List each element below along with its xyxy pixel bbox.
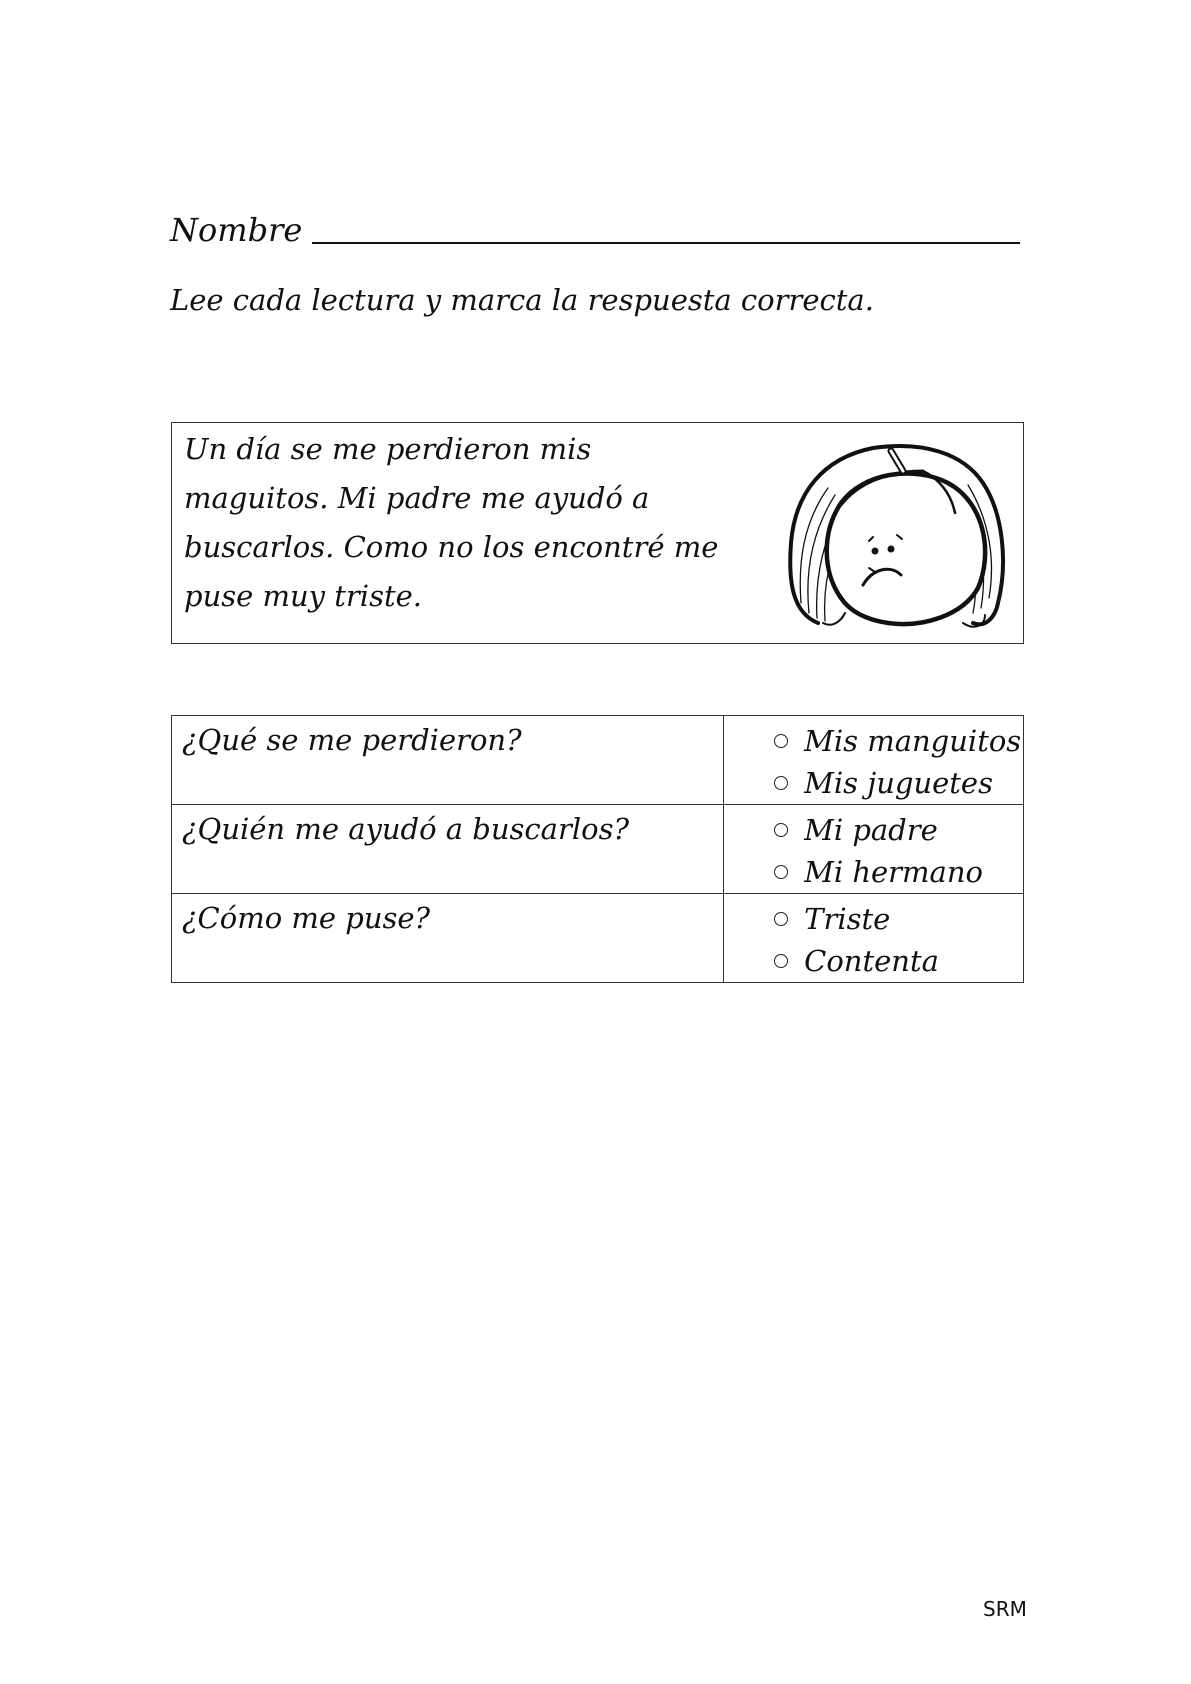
reading-line: puse muy triste. — [184, 579, 422, 613]
options-cell — [724, 716, 1024, 805]
option-label: Mis juguetes — [804, 766, 993, 800]
radio-circle-icon[interactable] — [774, 954, 788, 968]
answer-option[interactable] — [774, 940, 1023, 982]
name-blank-line[interactable] — [312, 241, 1020, 244]
radio-circle-icon[interactable] — [774, 865, 788, 879]
reading-box — [171, 422, 1024, 644]
question-row — [172, 894, 1024, 983]
instruction-text: Lee cada lectura y marca la respuesta correcta. — [170, 283, 874, 317]
answer-option[interactable] — [774, 809, 1023, 851]
answer-option[interactable] — [774, 720, 1023, 762]
radio-circle-icon[interactable] — [774, 912, 788, 926]
sad-girl-face-icon — [723, 423, 1023, 643]
reading-line: Un día se me perdieron mis — [184, 432, 592, 466]
option-label: Triste — [804, 902, 891, 936]
option-label: Mi hermano — [804, 855, 983, 889]
radio-circle-icon[interactable] — [774, 776, 788, 790]
name-label: Nombre — [170, 211, 303, 249]
answer-option[interactable] — [774, 898, 1023, 940]
option-label: Mis manguitos — [804, 724, 1022, 758]
answer-option[interactable] — [774, 762, 1023, 804]
name-field — [170, 208, 1020, 248]
question-text: ¿Cómo me puse? — [172, 894, 724, 983]
footer-mark: SRM — [983, 1597, 1027, 1621]
question-row — [172, 805, 1024, 894]
question-text: ¿Qué se me perdieron? — [172, 716, 724, 805]
reading-line: buscarlos. Como no los encontré me — [184, 530, 719, 564]
options-cell — [724, 805, 1024, 894]
radio-circle-icon[interactable] — [774, 823, 788, 837]
question-text: ¿Quién me ayudó a buscarlos? — [172, 805, 724, 894]
reading-line: maguitos. Mi padre me ayudó a — [184, 481, 650, 515]
questions-table — [171, 715, 1024, 983]
option-label: Mi padre — [804, 813, 938, 847]
option-label: Contenta — [804, 944, 939, 978]
reading-text — [184, 425, 724, 621]
options-cell — [724, 894, 1024, 983]
question-row — [172, 716, 1024, 805]
radio-circle-icon[interactable] — [774, 734, 788, 748]
answer-option[interactable] — [774, 851, 1023, 893]
